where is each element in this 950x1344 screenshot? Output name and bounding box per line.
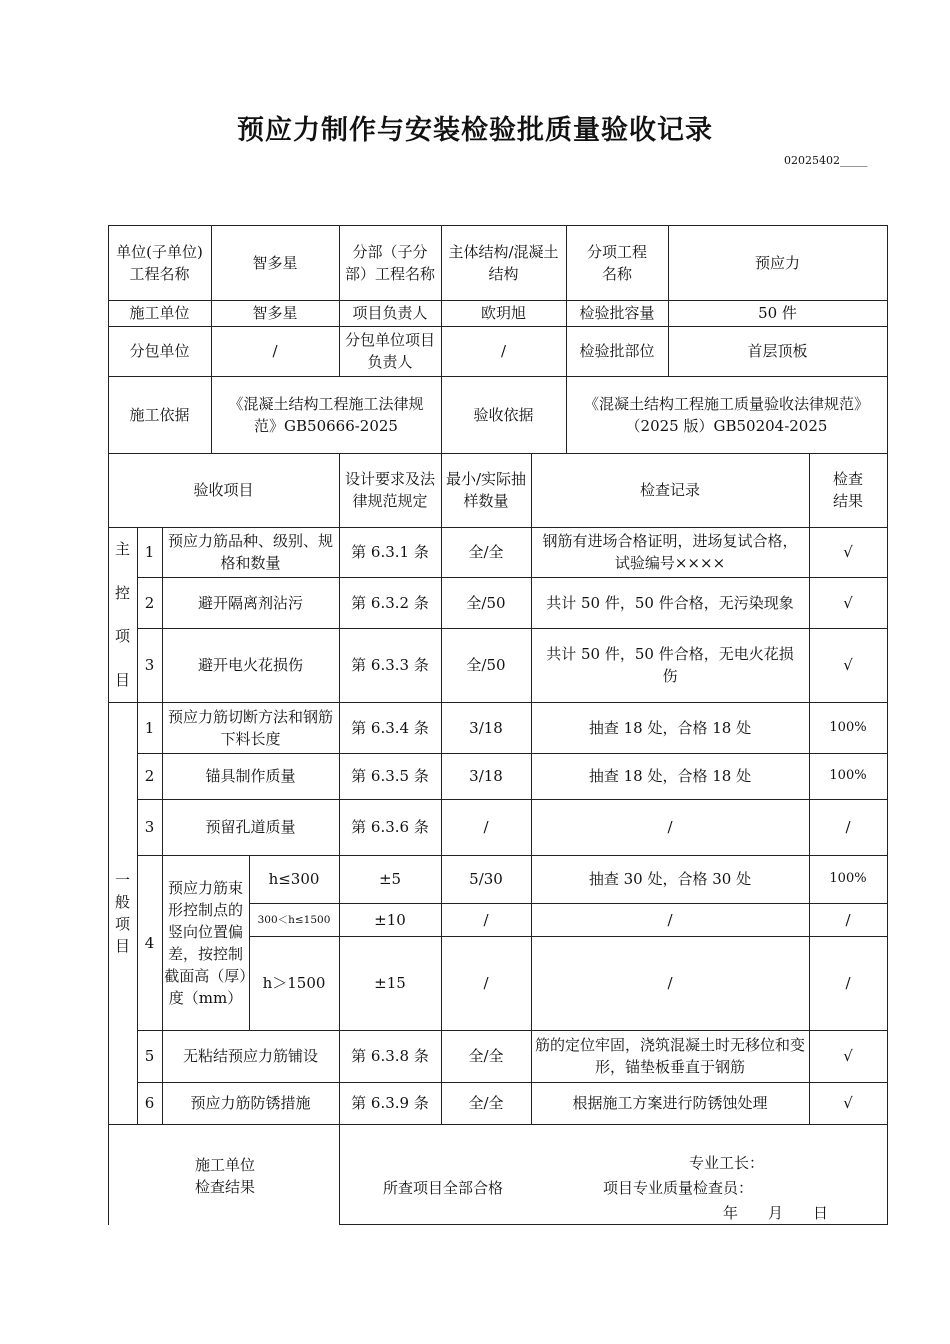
sub-pm-value: / (500, 342, 507, 360)
main-row-2-no: 2 (144, 593, 155, 612)
part-label: 检验批部位 (579, 342, 655, 360)
accept-value-line-2: （2025 版）GB50204-2025 (625, 416, 828, 435)
main-row-1-record: 钢筋有进场合格证明，进场复试合格，试验编号×××× (542, 532, 798, 572)
gen-row-6-clause: 第 6.3.9 条 (351, 1094, 429, 1112)
contractor-label: 施工单位 (129, 304, 190, 322)
division-label: 分部（子分部）工程名称 (344, 242, 435, 283)
basis-label: 施工依据 (129, 405, 190, 424)
gen-row-6-record: 根据施工方案进行防锈蚀处理 (572, 1094, 768, 1112)
basis-value: 《混凝土结构工程施工法律规范》GB50666-2025 (228, 394, 424, 435)
main-label-char: 控 (114, 583, 130, 602)
gen-row-1-result: 100% (829, 719, 867, 735)
gen-row-2-name: 锚具制作质量 (205, 767, 296, 785)
row4-sub-3-sample: / (483, 974, 489, 992)
gen-row-5-result: √ (843, 1047, 853, 1065)
col-sample: 最小/实际抽样数量 (445, 470, 527, 510)
subitem-value: 预应力 (754, 253, 800, 272)
gen-row-6-no: 6 (144, 1094, 155, 1112)
gen-row-1-name: 预应力筋切断方法和钢筋下料长度 (167, 707, 333, 748)
gen-row-3-record: / (667, 818, 673, 836)
row4-sub-2-record: / (667, 910, 673, 929)
row4-sub-2-tol: ±10 (374, 910, 406, 929)
main-row-3-result: √ (843, 656, 853, 674)
grid-line (339, 1124, 340, 1225)
main-row-2-record: 共计 50 件，50 件合格，无污染现象 (546, 593, 794, 612)
footer-date: 年 月 日 (723, 1204, 829, 1222)
main-row-2-clause: 第 6.3.2 条 (351, 593, 429, 612)
main-row-1-no: 1 (144, 543, 155, 561)
main-row-3-record: 共计 50 件，50 件合格，无电火花损伤 (546, 645, 794, 685)
page-title: 预应力制作与安装检验批质量验收记录 (237, 115, 713, 146)
gen-row-4-no: 4 (144, 933, 155, 952)
row4-sub-1-range: h≤300 (268, 870, 320, 888)
col-item: 验收项目 (193, 481, 254, 499)
footer-inspector: 项目专业质量检查员： (603, 1179, 754, 1197)
part-value: 首层顶板 (747, 342, 808, 360)
gen-row-5-name: 无粘结预应力筋铺设 (182, 1047, 318, 1065)
unit-value: 智多星 (252, 253, 298, 272)
gen-row-2-clause: 第 6.3.5 条 (351, 767, 429, 785)
gen-row-6-result: √ (843, 1094, 853, 1112)
col-result: 检查结果 (832, 470, 863, 510)
row4-sub-1-record: 抽查 30 处，合格 30 处 (588, 870, 752, 888)
general-label (108, 702, 137, 1124)
footer-label (108, 1148, 339, 1204)
main-row-1-clause: 第 6.3.1 条 (351, 543, 429, 561)
footer-foreman: 专业工长： (689, 1154, 765, 1172)
capacity-label: 检验批容量 (579, 304, 655, 322)
unit-label: 单位(子单位)工程名称 (116, 242, 203, 283)
division-value: 主体结构/混凝土结构 (448, 242, 559, 283)
main-row-2-sample: 全/50 (466, 593, 506, 612)
gen-row-1-record: 抽查 18 处，合格 18 处 (588, 718, 752, 737)
accept-label: 验收依据 (473, 405, 534, 424)
row4-sub-2-result: / (845, 910, 851, 929)
main-row-2-result: √ (843, 593, 853, 612)
gen-row-3-sample: / (483, 818, 489, 836)
gen-row-5-clause: 第 6.3.8 条 (351, 1047, 429, 1065)
gen-row-3-clause: 第 6.3.6 条 (351, 818, 429, 836)
main-control-label (108, 527, 137, 702)
accept-value-line-1: 《混凝土结构工程施工质量验收法律规范》 (583, 394, 869, 413)
gen-row-3-result: / (845, 818, 851, 836)
contractor-value: 智多星 (252, 304, 298, 322)
col-record: 检查记录 (639, 481, 700, 499)
row4-sub-1-tol: ±5 (378, 870, 402, 888)
row4-sub-3-record: / (667, 974, 673, 992)
footer-label-2: 检查结果 (194, 1178, 255, 1196)
col-design: 设计要求及法律规范规定 (344, 470, 435, 510)
gen-row-2-no: 2 (144, 767, 155, 785)
gen-row-1-sample: 3/18 (469, 718, 503, 737)
main-label-char: 项 (114, 627, 130, 646)
pm-value: 欧玥旭 (480, 304, 526, 322)
general-label-char: 一 (114, 871, 130, 889)
main-row-3-sample: 全/50 (466, 656, 506, 674)
sub-pm-label: 分包单位项目负责人 (344, 331, 435, 371)
gen-row-3-no: 3 (144, 818, 155, 836)
main-row-3-name: 避开电火花损伤 (197, 656, 303, 674)
main-row-3-no: 3 (144, 656, 155, 674)
subitem-label: 分项工程名称 (586, 242, 647, 283)
row4-sub-1-sample: 5/30 (469, 870, 503, 888)
footer-label-1: 施工单位 (194, 1156, 255, 1174)
gen-row-3-name: 预留孔道质量 (205, 818, 296, 836)
general-label-char: 项 (114, 915, 130, 933)
gen-row-5-no: 5 (144, 1047, 155, 1065)
main-row-3-clause: 第 6.3.3 条 (351, 656, 429, 674)
row4-sub-3-result: / (845, 974, 851, 992)
gen-row-4-name: 预应力筋束形控制点的竖向位置偏差，按控制截面高（厚）度（mm） (164, 878, 247, 1007)
main-row-2-name: 避开隔离剂沾污 (197, 593, 303, 612)
grid-line (887, 225, 888, 1225)
gen-row-1-no: 1 (144, 718, 155, 737)
row4-sub-2-range: 300＜h≤1500 (257, 913, 331, 926)
sub-value: / (272, 342, 278, 360)
footer-conclusion: 所查项目全部合格 (383, 1179, 504, 1197)
gen-row-1-clause: 第 6.3.4 条 (351, 718, 429, 737)
record-code: 02025402_____ (784, 154, 868, 167)
pm-label: 项目负责人 (352, 304, 428, 322)
main-row-1-name: 预应力筋品种、级别、规格和数量 (167, 532, 333, 572)
row4-sub-1-result: 100% (829, 871, 867, 886)
gen-row-5-record: 筋的定位牢固，浇筑混凝土时无移位和变形，锚垫板垂直于钢筋 (534, 1036, 805, 1076)
main-label-char: 目 (114, 671, 130, 690)
capacity-value: 50 件 (758, 304, 797, 322)
row4-sub-2-sample: / (483, 910, 489, 929)
main-row-1-result: √ (843, 543, 853, 561)
accept-value (566, 376, 887, 453)
row4-sub-3-range: h＞1500 (262, 974, 326, 992)
gen-row-2-result: 100% (829, 768, 867, 783)
gen-row-5-sample: 全/全 (468, 1047, 504, 1065)
general-label-char: 目 (114, 937, 130, 955)
main-label-char: 主 (114, 539, 130, 558)
gen-row-6-name: 预应力筋防锈措施 (190, 1094, 311, 1112)
grid-line (108, 1124, 888, 1125)
general-label-char: 般 (114, 893, 130, 911)
gen-row-2-record: 抽查 18 处，合格 18 处 (588, 767, 752, 785)
gen-row-2-sample: 3/18 (469, 767, 503, 785)
row4-sub-3-tol: ±15 (374, 974, 406, 992)
sub-label: 分包单位 (129, 342, 190, 360)
gen-row-6-sample: 全/全 (468, 1094, 504, 1112)
main-row-1-sample: 全/全 (468, 543, 504, 561)
